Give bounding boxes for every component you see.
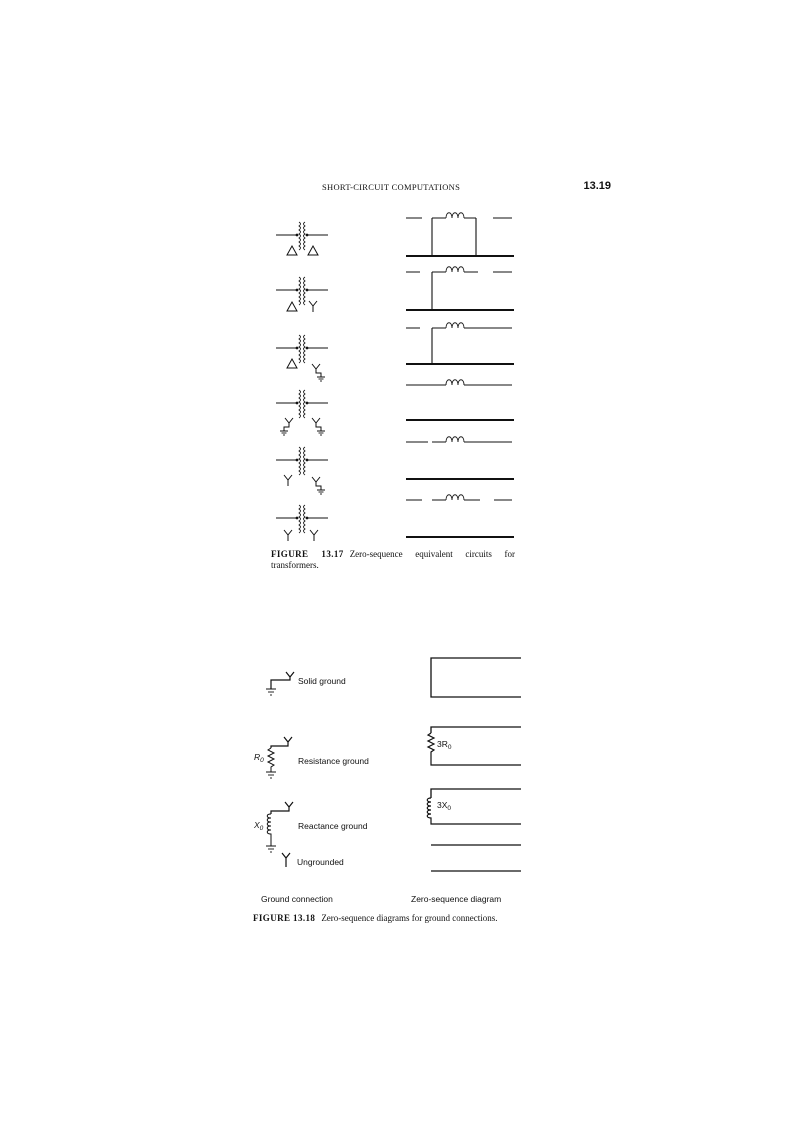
column-label-ground-connection: Ground connection	[261, 894, 333, 904]
figure-label: FIGURE 13.18	[253, 913, 316, 923]
svg-text:3R0: $3R_0$	[437, 739, 452, 751]
fig17-row-4	[276, 380, 514, 435]
transformer-symbol	[276, 222, 328, 250]
fig18-row-reactance	[253, 789, 521, 852]
svg-text:3X0: $3X_0$	[437, 800, 452, 812]
resistance-ground-label: Resistance ground	[298, 756, 369, 766]
figure-13-17-caption	[271, 549, 515, 571]
zero-sequence-circuit	[406, 267, 514, 310]
svg-text:R0: $R_0$	[254, 752, 264, 764]
figure-13-18-caption	[253, 913, 553, 924]
fig17-row-3	[276, 323, 514, 381]
fig18-row-resistance	[254, 727, 521, 778]
figure-13-18	[253, 658, 521, 904]
page-number: 13.19	[583, 180, 611, 192]
caption-text: Zero-sequence equivalent circuits for transformers.	[271, 549, 515, 570]
solid-ground-label: Solid ground	[298, 676, 346, 686]
caption-text: Zero-sequence diagrams for ground connections.	[321, 913, 498, 923]
delta-symbol	[308, 246, 318, 255]
fig17-row-6	[276, 495, 514, 541]
svg-text:X0: $X_0$	[254, 820, 264, 832]
fig18-row-solid	[266, 658, 521, 697]
figure-label: FIGURE 13.17	[271, 549, 344, 559]
fig17-row-2	[276, 267, 514, 312]
fig17-row-1	[276, 213, 514, 256]
zero-sequence-circuit	[406, 437, 514, 479]
zero-sequence-circuit	[406, 323, 514, 364]
zero-sequence-circuit	[406, 380, 514, 420]
ungrounded-label: Ungrounded	[297, 857, 344, 867]
reactance-ground-label: Reactance ground	[298, 821, 368, 831]
zero-sequence-circuit	[406, 495, 514, 537]
running-head-title: SHORT-CIRCUIT COMPUTATIONS	[322, 182, 461, 192]
fig17-row-5	[276, 437, 514, 494]
zero-sequence-circuit	[406, 213, 514, 256]
column-label-zero-sequence-diagram: Zero-sequence diagram	[411, 894, 502, 904]
fig18-row-ungrounded	[282, 845, 521, 871]
delta-symbol	[287, 246, 297, 255]
